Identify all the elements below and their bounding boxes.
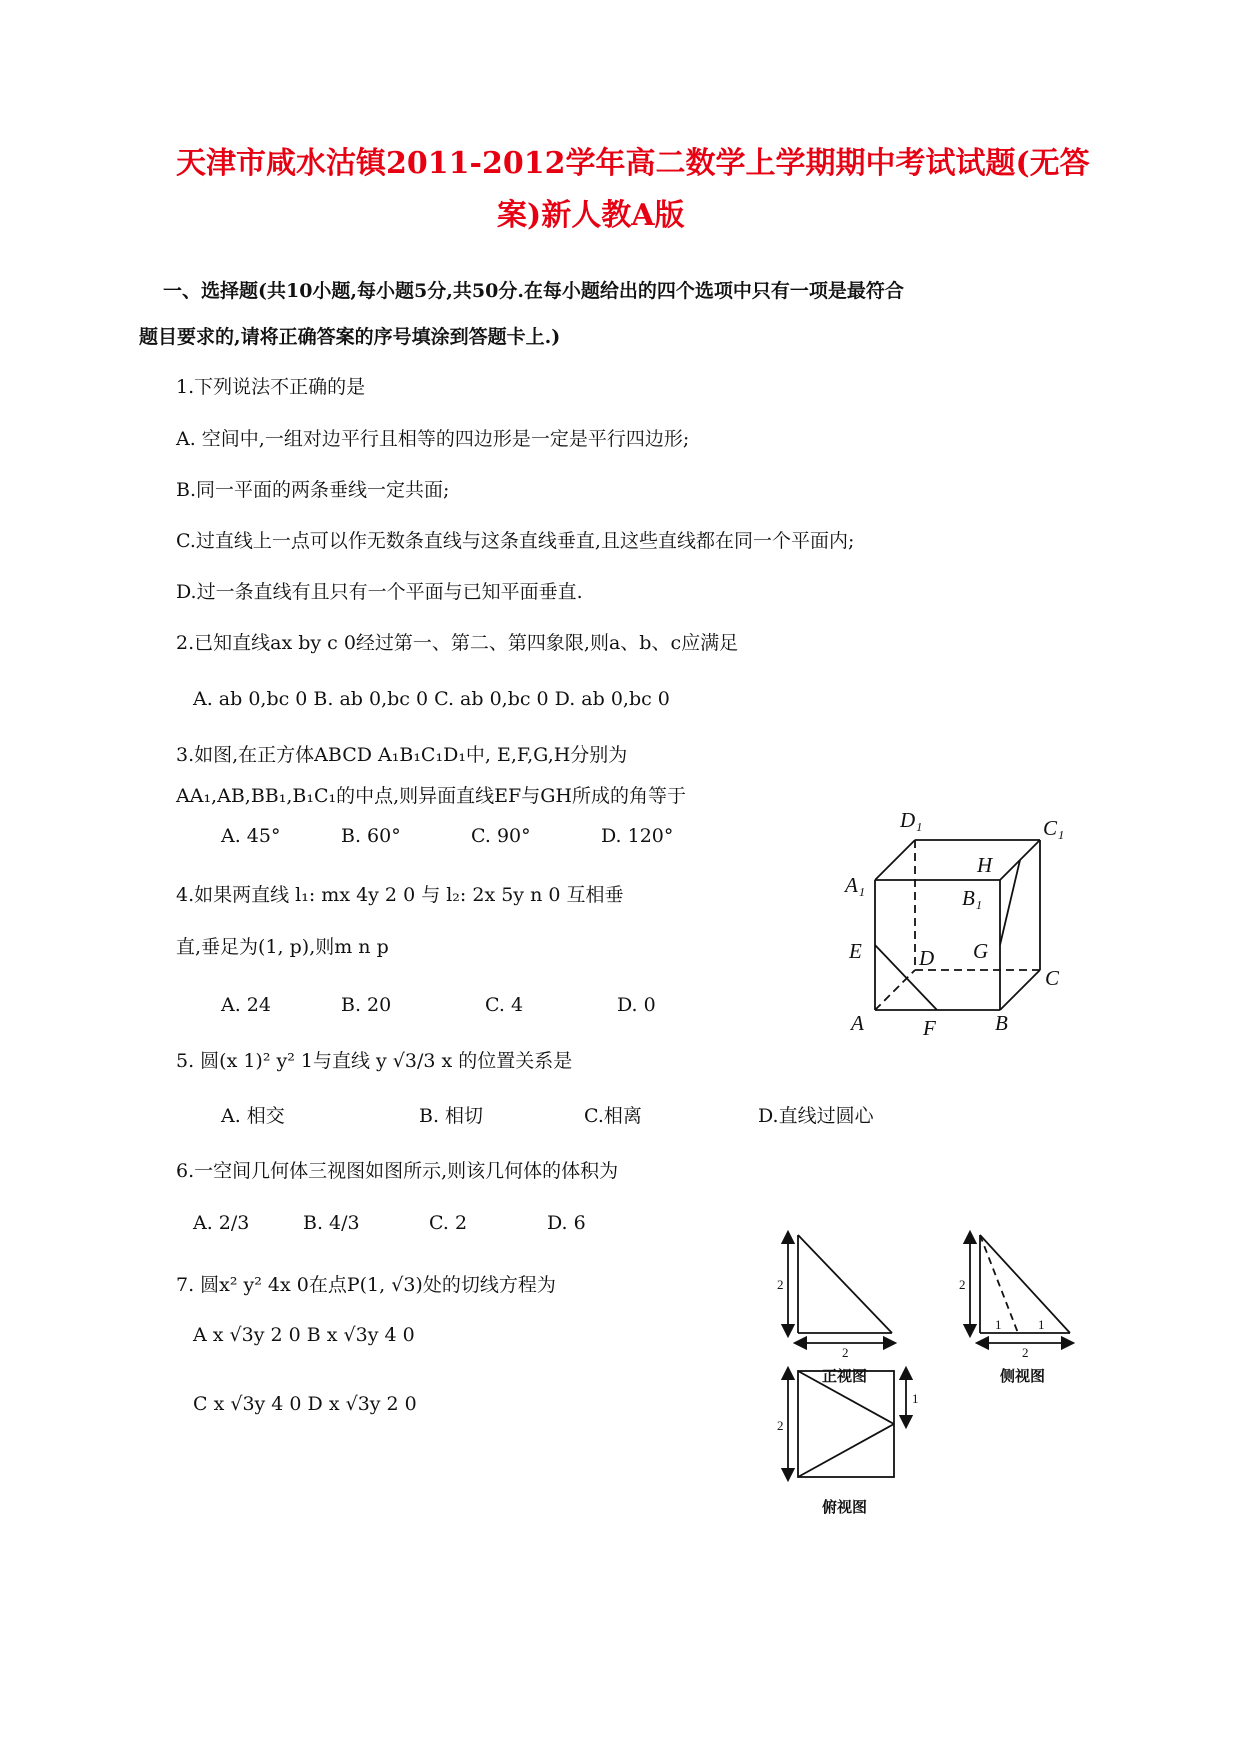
question-2-options: A. ab 0,bc 0 B. ab 0,bc 0 C. ab 0,bc 0 D. ab 0,bc 0 [193,688,670,710]
question-6-option-a: A. 2/3 [193,1212,250,1234]
question-3-line1: 3.如图,在正方体ABCD A₁B₁C₁D₁中, E,F,G,H分别为 [176,744,628,766]
label-a: A [851,1011,864,1035]
question-6-stem: 6.一空间几何体三视图如图所示,则该几何体的体积为 [176,1160,619,1182]
three-views-figure [760,1225,1100,1510]
question-7-stem: 7. 圆x² y² 4x 0在点P(1, √3)处的切线方程为 [176,1274,556,1296]
side-view-edge [980,1235,1070,1333]
question-4-option-b: B. 20 [341,994,392,1016]
question-6-option-b: B. 4/3 [303,1212,360,1234]
side-l2-label: 1 [1038,1317,1045,1332]
side-view-caption: 侧视图 [1000,1367,1046,1385]
question-4-option-d: D. 0 [617,994,656,1016]
cube-figure [835,805,1075,1050]
section-header-line2: 题目要求的,请将正确答案的序号填涂到答题卡上.) [139,326,561,348]
question-3-option-a: A. 45° [221,825,281,847]
top-right-label: 1 [912,1391,919,1406]
question-6-option-c: C. 2 [429,1212,468,1234]
front-view-edge [798,1235,892,1333]
page-title-line1: 天津市咸水沽镇2011-2012学年高二数学上学期期中考试试题(无答 [176,146,1090,181]
label-a1: A₁ [845,873,866,897]
front-view-caption: 正视图 [822,1367,868,1385]
label-e: E [849,939,862,963]
question-7-options-row1: A x √3y 2 0 B x √3y 4 0 [193,1324,415,1346]
label-d: D [919,946,935,970]
question-4-line2: 直,垂足为(1, p),则m n p [176,936,389,958]
question-1-stem: 1.下列说法不正确的是 [176,376,366,398]
question-3-option-c: C. 90° [471,825,531,847]
label-b1: B₁ [962,886,983,910]
label-f: F [923,1016,936,1040]
top-view-edge [798,1424,894,1477]
question-5-option-d: D.直线过圆心 [758,1105,874,1127]
question-3-option-b: B. 60° [341,825,401,847]
question-5-option-c: C.相离 [584,1105,642,1127]
page-title-line2: 案)新人教A版 [497,198,685,233]
label-h: H [977,853,993,877]
label-c1: C₁ [1043,816,1065,840]
top-view-caption: 俯视图 [822,1498,868,1516]
cube-hidden-edge [875,970,915,1010]
top-h-label: 2 [777,1418,784,1433]
cube-edge [875,840,915,880]
question-3-line2: AA₁,AB,BB₁,B₁C₁的中点,则异面直线EF与GH所成的角等于 [176,785,686,807]
label-d1: D₁ [900,808,923,832]
side-l1-label: 1 [995,1317,1002,1332]
question-1-option-c: C.过直线上一点可以作无数条直线与这条直线垂直,且这些直线都在同一个平面内; [176,530,855,552]
side-w-label: 2 [1022,1345,1029,1360]
question-3-option-d: D. 120° [601,825,674,847]
cube-edge [1000,970,1040,1010]
front-w-label: 2 [842,1345,849,1360]
question-5-option-a: A. 相交 [221,1105,285,1127]
side-h-label: 2 [959,1277,966,1292]
question-4-option-a: A. 24 [221,994,271,1016]
question-7-options-row2: C x √3y 4 0 D x √3y 2 0 [193,1393,417,1415]
question-6-option-d: D. 6 [547,1212,586,1234]
question-1-option-a: A. 空间中,一组对边平行且相等的四边形是一定是平行四边形; [176,428,690,450]
label-g: G [973,939,989,963]
question-5-stem: 5. 圆(x 1)² y² 1与直线 y √3/3 x 的位置关系是 [176,1050,573,1072]
question-1-option-d: D.过一条直线有且只有一个平面与已知平面垂直. [176,581,583,603]
question-2-stem: 2.已知直线ax by c 0经过第一、第二、第四象限,则a、b、c应满足 [176,632,739,654]
label-c: C [1045,966,1060,990]
question-5-option-b: B. 相切 [419,1105,484,1127]
front-h-label: 2 [777,1277,784,1292]
question-4-option-c: C. 4 [485,994,524,1016]
section-header-line1: 一、选择题(共10小题,每小题5分,共50分.在每小题给出的四个选项中只有一项是最符合 [163,280,904,302]
segment-gh [1000,860,1020,945]
top-view-outline [798,1371,894,1477]
question-4-line1: 4.如果两直线 l₁: mx 4y 2 0 与 l₂: 2x 5y n 0 互相垂 [176,884,624,906]
label-b: B [995,1011,1008,1035]
question-1-option-b: B.同一平面的两条垂线一定共面; [176,479,450,501]
